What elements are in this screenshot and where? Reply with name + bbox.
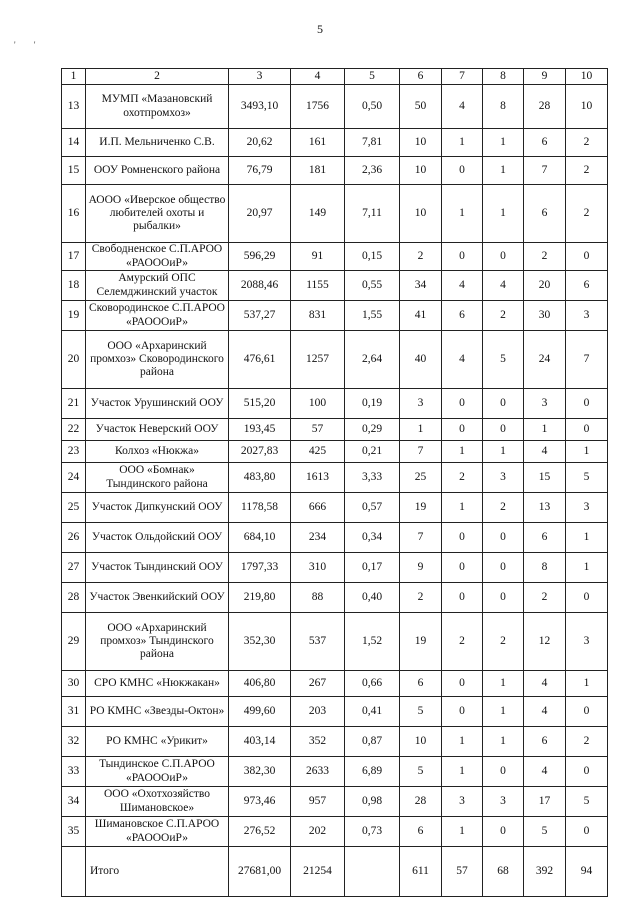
value-cell: 7,11	[345, 185, 400, 243]
value-cell: 10	[400, 185, 442, 243]
value-cell: 24	[524, 331, 566, 389]
value-cell: 4	[524, 671, 566, 697]
value-cell: 352	[291, 727, 345, 757]
row-number-cell: 25	[62, 493, 86, 523]
value-cell: 276,52	[229, 817, 291, 847]
row-number-cell: 18	[62, 271, 86, 301]
table-row	[62, 757, 608, 787]
value-cell: 1	[566, 523, 608, 553]
value-cell: 6	[400, 817, 442, 847]
value-cell: 310	[291, 553, 345, 583]
organization-name-cell: РО КМНС «Урикит»	[86, 727, 229, 757]
value-cell: 0,55	[345, 271, 400, 301]
total-row	[62, 847, 608, 897]
value-cell: 5	[524, 817, 566, 847]
value-cell: 1	[442, 817, 483, 847]
value-cell: 13	[524, 493, 566, 523]
table-row	[62, 463, 608, 493]
value-cell: 0	[566, 817, 608, 847]
value-cell: 17	[524, 787, 566, 817]
organization-name-cell: СРО КМНС «Нюкжакан»	[86, 671, 229, 697]
value-cell: 0,21	[345, 441, 400, 463]
value-cell: 3493,10	[229, 85, 291, 129]
value-cell: 25	[400, 463, 442, 493]
value-cell: 1,55	[345, 301, 400, 331]
header-cell: 5	[345, 69, 400, 85]
total-cell: 68	[483, 847, 524, 897]
value-cell: 1613	[291, 463, 345, 493]
value-cell: 2,64	[345, 331, 400, 389]
value-cell: 406,80	[229, 671, 291, 697]
value-cell: 403,14	[229, 727, 291, 757]
value-cell: 76,79	[229, 157, 291, 185]
value-cell: 1	[524, 419, 566, 441]
value-cell: 499,60	[229, 697, 291, 727]
value-cell: 0	[442, 523, 483, 553]
value-cell: 0,87	[345, 727, 400, 757]
row-number-cell: 28	[62, 583, 86, 613]
value-cell: 352,30	[229, 613, 291, 671]
table-row	[62, 301, 608, 331]
value-cell: 88	[291, 583, 345, 613]
header-cell: 2	[86, 69, 229, 85]
value-cell: 0	[483, 419, 524, 441]
row-number-cell: 33	[62, 757, 86, 787]
value-cell: 28	[400, 787, 442, 817]
value-cell: 181	[291, 157, 345, 185]
organization-name-cell: АООО «Иверское общество любителей охоты и рыбалки»	[86, 185, 229, 243]
value-cell: 0	[566, 697, 608, 727]
value-cell: 0	[442, 553, 483, 583]
value-cell: 0	[566, 583, 608, 613]
organization-name-cell: Шимановское С.П.АРОО «РАОООиР»	[86, 817, 229, 847]
organization-name-cell: Участок Тындинский ООУ	[86, 553, 229, 583]
value-cell: 20,62	[229, 129, 291, 157]
organization-name-cell: РО КМНС «Звезды-Октон»	[86, 697, 229, 727]
value-cell: 0	[483, 523, 524, 553]
value-cell: 10	[566, 85, 608, 129]
organization-name-cell: Тындинское С.П.АРОО «РАОООиР»	[86, 757, 229, 787]
value-cell: 0	[566, 757, 608, 787]
value-cell: 0,50	[345, 85, 400, 129]
table-row	[62, 185, 608, 243]
value-cell: 0	[566, 419, 608, 441]
value-cell: 3,33	[345, 463, 400, 493]
value-cell: 0	[442, 419, 483, 441]
value-cell: 2088,46	[229, 271, 291, 301]
value-cell: 41	[400, 301, 442, 331]
value-cell: 5	[566, 463, 608, 493]
header-cell: 6	[400, 69, 442, 85]
value-cell: 6	[524, 727, 566, 757]
table-row	[62, 671, 608, 697]
value-cell: 4	[442, 331, 483, 389]
value-cell: 15	[524, 463, 566, 493]
value-cell: 4	[442, 271, 483, 301]
value-cell: 0,17	[345, 553, 400, 583]
row-number-cell: 20	[62, 331, 86, 389]
value-cell: 10	[400, 129, 442, 157]
value-cell: 5	[400, 697, 442, 727]
organization-name-cell: Участок Неверский ООУ	[86, 419, 229, 441]
table-row	[62, 85, 608, 129]
value-cell: 7,81	[345, 129, 400, 157]
value-cell: 425	[291, 441, 345, 463]
value-cell: 3	[566, 493, 608, 523]
margin-marks: ' '	[14, 40, 44, 50]
value-cell: 2	[442, 613, 483, 671]
value-cell: 2633	[291, 757, 345, 787]
value-cell: 8	[524, 553, 566, 583]
value-cell: 0,15	[345, 243, 400, 271]
value-cell: 0,57	[345, 493, 400, 523]
value-cell: 149	[291, 185, 345, 243]
value-cell: 1	[483, 727, 524, 757]
value-cell: 0,98	[345, 787, 400, 817]
value-cell: 30	[524, 301, 566, 331]
organization-name-cell: Амурский ОПС Селемджинский участок	[86, 271, 229, 301]
value-cell: 537,27	[229, 301, 291, 331]
table-row	[62, 613, 608, 671]
value-cell: 1257	[291, 331, 345, 389]
table-row	[62, 271, 608, 301]
value-cell: 2	[524, 243, 566, 271]
value-cell: 1	[566, 553, 608, 583]
organization-name-cell: Участок Урушинский ООУ	[86, 389, 229, 419]
header-cell: 1	[62, 69, 86, 85]
value-cell: 957	[291, 787, 345, 817]
value-cell: 0	[483, 553, 524, 583]
value-cell: 1	[442, 757, 483, 787]
value-cell: 2	[400, 243, 442, 271]
value-cell: 4	[524, 757, 566, 787]
value-cell: 20,97	[229, 185, 291, 243]
value-cell: 1797,33	[229, 553, 291, 583]
row-number-cell: 30	[62, 671, 86, 697]
value-cell: 2027,83	[229, 441, 291, 463]
value-cell: 267	[291, 671, 345, 697]
header-cell: 9	[524, 69, 566, 85]
value-cell: 12	[524, 613, 566, 671]
value-cell: 0,19	[345, 389, 400, 419]
total-cell: 27681,00	[229, 847, 291, 897]
value-cell: 5	[400, 757, 442, 787]
row-number-cell: 16	[62, 185, 86, 243]
table-row	[62, 787, 608, 817]
value-cell: 1	[442, 441, 483, 463]
value-cell: 0	[442, 583, 483, 613]
value-cell: 831	[291, 301, 345, 331]
value-cell: 2	[483, 613, 524, 671]
value-cell: 7	[524, 157, 566, 185]
header-cell: 8	[483, 69, 524, 85]
row-number-cell: 26	[62, 523, 86, 553]
value-cell: 1,52	[345, 613, 400, 671]
organization-name-cell: ООО «Архаринский промхоз» Тындинского района	[86, 613, 229, 671]
value-cell: 203	[291, 697, 345, 727]
value-cell: 1756	[291, 85, 345, 129]
organization-name-cell: Участок Дипкунский ООУ	[86, 493, 229, 523]
value-cell: 0	[442, 389, 483, 419]
value-cell: 202	[291, 817, 345, 847]
value-cell: 2	[483, 493, 524, 523]
value-cell: 6	[566, 271, 608, 301]
value-cell: 0,29	[345, 419, 400, 441]
value-cell: 0,41	[345, 697, 400, 727]
value-cell: 1	[566, 441, 608, 463]
value-cell: 1	[566, 671, 608, 697]
table-row	[62, 727, 608, 757]
table-row	[62, 157, 608, 185]
value-cell: 5	[483, 331, 524, 389]
value-cell: 1	[442, 727, 483, 757]
value-cell: 0,34	[345, 523, 400, 553]
value-cell: 1	[442, 493, 483, 523]
total-label: Итого	[86, 847, 229, 897]
value-cell: 2	[400, 583, 442, 613]
header-cell: 3	[229, 69, 291, 85]
row-number-cell: 13	[62, 85, 86, 129]
value-cell: 34	[400, 271, 442, 301]
row-number-cell: 22	[62, 419, 86, 441]
value-cell: 973,46	[229, 787, 291, 817]
table-row	[62, 583, 608, 613]
value-cell: 0	[483, 583, 524, 613]
table-row	[62, 389, 608, 419]
row-number-cell: 31	[62, 697, 86, 727]
row-number-cell: 27	[62, 553, 86, 583]
value-cell: 2	[524, 583, 566, 613]
table-row	[62, 129, 608, 157]
table-row	[62, 523, 608, 553]
value-cell: 10	[400, 157, 442, 185]
value-cell: 4	[442, 85, 483, 129]
page-number: 5	[317, 22, 323, 36]
total-cell	[62, 847, 86, 897]
value-cell: 1	[483, 671, 524, 697]
organization-name-cell: ООО «Архаринский промхоз» Сковородинского района	[86, 331, 229, 389]
value-cell: 684,10	[229, 523, 291, 553]
value-cell: 6	[442, 301, 483, 331]
value-cell: 1155	[291, 271, 345, 301]
value-cell: 1	[483, 129, 524, 157]
total-cell: 21254	[291, 847, 345, 897]
value-cell: 219,80	[229, 583, 291, 613]
value-cell: 9	[400, 553, 442, 583]
value-cell: 161	[291, 129, 345, 157]
value-cell: 3	[483, 463, 524, 493]
value-cell: 100	[291, 389, 345, 419]
value-cell: 1	[483, 697, 524, 727]
organization-name-cell: ООО «Бомнак» Тындинского района	[86, 463, 229, 493]
table-row	[62, 493, 608, 523]
value-cell: 7	[566, 331, 608, 389]
value-cell: 1178,58	[229, 493, 291, 523]
value-cell: 6	[524, 185, 566, 243]
row-number-cell: 35	[62, 817, 86, 847]
value-cell: 19	[400, 613, 442, 671]
table-row	[62, 553, 608, 583]
value-cell: 515,20	[229, 389, 291, 419]
table-row	[62, 243, 608, 271]
header-cell: 4	[291, 69, 345, 85]
organization-name-cell: ООУ Ромненского района	[86, 157, 229, 185]
total-cell: 611	[400, 847, 442, 897]
value-cell: 4	[483, 271, 524, 301]
row-number-cell: 17	[62, 243, 86, 271]
value-cell: 234	[291, 523, 345, 553]
table-row	[62, 817, 608, 847]
row-number-cell: 14	[62, 129, 86, 157]
value-cell: 2	[566, 185, 608, 243]
table-row	[62, 331, 608, 389]
value-cell: 3	[524, 389, 566, 419]
value-cell: 6	[524, 129, 566, 157]
value-cell: 382,30	[229, 757, 291, 787]
row-number-cell: 21	[62, 389, 86, 419]
row-number-cell: 29	[62, 613, 86, 671]
value-cell: 7	[400, 523, 442, 553]
value-cell: 483,80	[229, 463, 291, 493]
row-number-cell: 32	[62, 727, 86, 757]
organization-name-cell: ООО «Охотхозяйство Шимановское»	[86, 787, 229, 817]
value-cell: 2	[483, 301, 524, 331]
value-cell: 20	[524, 271, 566, 301]
value-cell: 0	[442, 671, 483, 697]
value-cell: 50	[400, 85, 442, 129]
value-cell: 0	[483, 389, 524, 419]
row-number-cell: 15	[62, 157, 86, 185]
value-cell: 10	[400, 727, 442, 757]
total-cell	[345, 847, 400, 897]
organization-name-cell: Свободненское С.П.АРОО «РАОООиР»	[86, 243, 229, 271]
value-cell: 1	[483, 185, 524, 243]
organization-name-cell: Участок Ольдойский ООУ	[86, 523, 229, 553]
value-cell: 91	[291, 243, 345, 271]
value-cell: 2	[442, 463, 483, 493]
value-cell: 3	[566, 613, 608, 671]
value-cell: 2	[566, 727, 608, 757]
table-row	[62, 441, 608, 463]
row-number-cell: 24	[62, 463, 86, 493]
header-cell: 7	[442, 69, 483, 85]
value-cell: 2	[566, 157, 608, 185]
value-cell: 6,89	[345, 757, 400, 787]
organization-name-cell: Участок Эвенкийский ООУ	[86, 583, 229, 613]
value-cell: 0	[442, 697, 483, 727]
row-number-cell: 34	[62, 787, 86, 817]
value-cell: 193,45	[229, 419, 291, 441]
organization-name-cell: Сковородинское С.П.АРОО «РАОООиР»	[86, 301, 229, 331]
value-cell: 537	[291, 613, 345, 671]
value-cell: 1	[442, 185, 483, 243]
data-table	[61, 68, 608, 897]
value-cell: 2	[566, 129, 608, 157]
value-cell: 40	[400, 331, 442, 389]
value-cell: 19	[400, 493, 442, 523]
total-cell: 94	[566, 847, 608, 897]
value-cell: 1	[442, 129, 483, 157]
row-number-cell: 23	[62, 441, 86, 463]
value-cell: 4	[524, 441, 566, 463]
value-cell: 2,36	[345, 157, 400, 185]
value-cell: 0	[566, 243, 608, 271]
value-cell: 0	[483, 243, 524, 271]
value-cell: 666	[291, 493, 345, 523]
value-cell: 0,40	[345, 583, 400, 613]
value-cell: 596,29	[229, 243, 291, 271]
value-cell: 1	[483, 157, 524, 185]
value-cell: 7	[400, 441, 442, 463]
value-cell: 1	[483, 441, 524, 463]
value-cell: 0	[566, 389, 608, 419]
value-cell: 3	[483, 787, 524, 817]
value-cell: 3	[442, 787, 483, 817]
organization-name-cell: МУМП «Мазановский охотпромхоз»	[86, 85, 229, 129]
header-cell: 10	[566, 69, 608, 85]
value-cell: 28	[524, 85, 566, 129]
table-header-row	[62, 69, 608, 85]
organization-name-cell: И.П. Мельниченко С.В.	[86, 129, 229, 157]
organization-name-cell: Колхоз «Нюкжа»	[86, 441, 229, 463]
value-cell: 0	[483, 817, 524, 847]
total-cell: 57	[442, 847, 483, 897]
value-cell: 3	[400, 389, 442, 419]
total-cell: 392	[524, 847, 566, 897]
value-cell: 5	[566, 787, 608, 817]
value-cell: 0,73	[345, 817, 400, 847]
value-cell: 6	[400, 671, 442, 697]
value-cell: 4	[524, 697, 566, 727]
value-cell: 3	[566, 301, 608, 331]
value-cell: 0	[483, 757, 524, 787]
row-number-cell: 19	[62, 301, 86, 331]
value-cell: 476,61	[229, 331, 291, 389]
table-row	[62, 697, 608, 727]
value-cell: 8	[483, 85, 524, 129]
value-cell: 57	[291, 419, 345, 441]
value-cell: 1	[400, 419, 442, 441]
value-cell: 0	[442, 157, 483, 185]
value-cell: 0,66	[345, 671, 400, 697]
value-cell: 6	[524, 523, 566, 553]
table-row	[62, 419, 608, 441]
value-cell: 0	[442, 243, 483, 271]
